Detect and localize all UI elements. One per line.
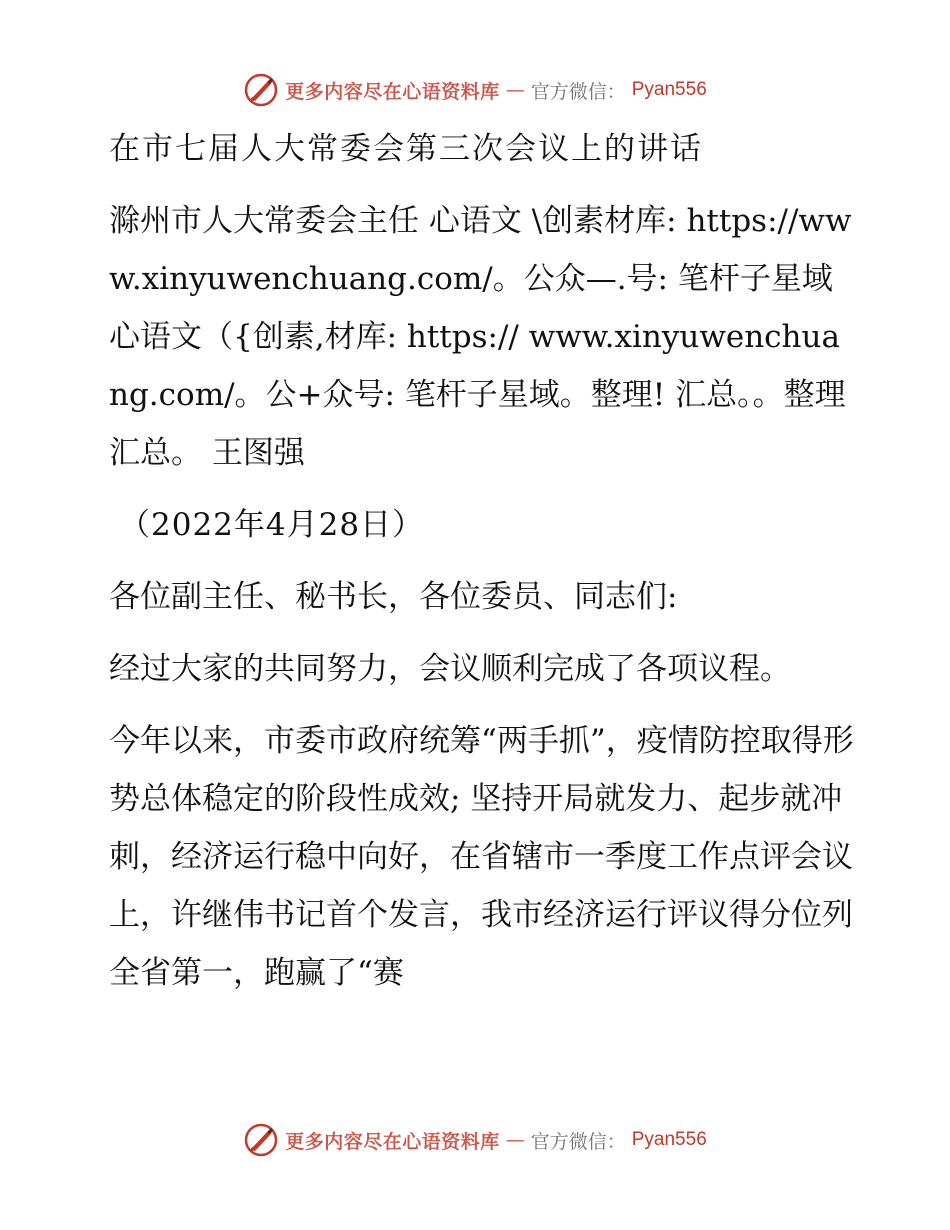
salutation: 各位副主任、秘书长，各位委员、同志们:: [109, 579, 678, 615]
promo-dash: —: [505, 1129, 525, 1151]
brush-pen-logo-icon: [243, 72, 279, 108]
promo-text: 更多内容尽在心语资料库: [285, 1130, 500, 1153]
wechat-id: Pyan556: [631, 79, 707, 100]
header-banner: [0, 70, 950, 110]
paragraph-2: 今年以来，市委市政府统筹“两手抓”，疫情防控取得形势总体稳定的阶段性成效; 坚持开局就发力、起步就冲刺，经济运行稳中向好，在省辖市一季度工作点评会议上，许继伟书记首个发言，我市经济运行评议得分位列全省第一，跑赢了“赛: [109, 723, 854, 991]
document-body: [97, 120, 857, 1002]
footer-banner: [0, 1120, 950, 1160]
official-label: 官方微信：: [530, 1130, 626, 1153]
speech-date: （2022年4月28日）: [119, 507, 425, 543]
paragraph-1: 经过大家的共同努力，会议顺利完成了各项议程。: [109, 651, 791, 687]
promo-text: 更多内容尽在心语资料库: [285, 80, 500, 103]
document-title: 在市七届人大常委会第三次会议上的讲话: [109, 131, 703, 167]
official-label: 官方微信：: [530, 80, 626, 103]
promo-dash: —: [505, 79, 525, 101]
brush-pen-logo-icon: [243, 1122, 279, 1158]
author-line: 滁州市人大常委会主任 心语文 \创素材库: https://www.xinyuwenchuang.com/。公众—.号: 笔杆子星域心语文（{创素,材库: https:// www.xinyuwenchuang.com/。公+众号: 笔杆子星域。整理! 汇总。。整理汇总。 王图强: [109, 203, 852, 471]
wechat-id: Pyan556: [631, 1129, 707, 1150]
